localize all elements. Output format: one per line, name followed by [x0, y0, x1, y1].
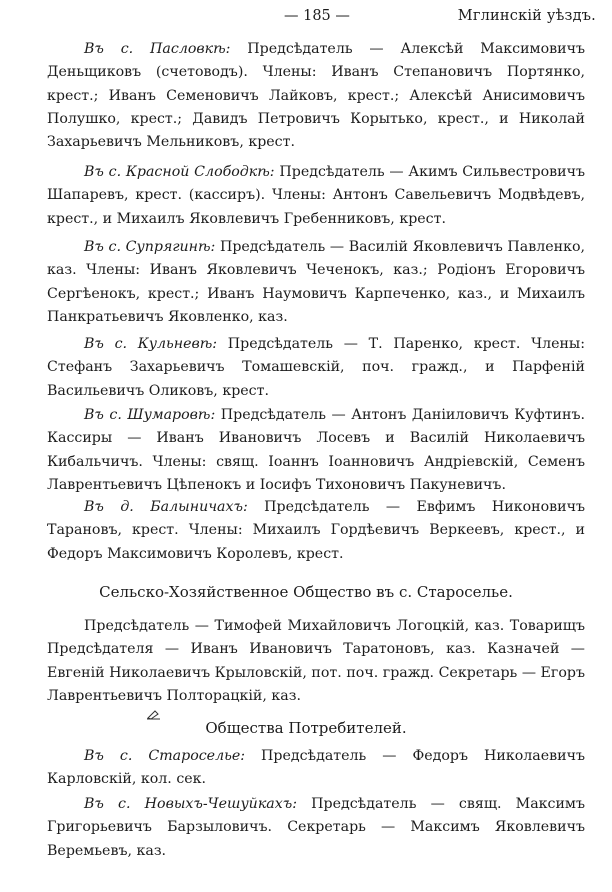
entry-supryagin — [47, 236, 585, 329]
agricultural-society-members: Предсѣдатель — Тимофей Михайловичъ Логоцкій, каз. Товарищъ Предсѣдателя — Иванъ Ивановичъ Таратоновъ, каз. Казначей — Евгеній Николаевичъ Крыловскій, пот. поч. гражд. Секретарь — Егоръ Лаврентьевичъ Полторацкій, каз. — [47, 618, 585, 704]
place-name: Въ с. Шумаровѣ: — [84, 407, 216, 423]
place-name: Въ с. Пасловкѣ: — [84, 41, 231, 57]
entry-krasnaya-slobodka — [47, 161, 585, 231]
entry-shumarov — [47, 404, 585, 497]
entry-text: Предсѣдатель — Алексѣй Максимовичъ Деньщиковъ (счетоводъ). Члены: Иванъ Степановичъ Портянко, крест.; Иванъ Семеновичъ Лайковъ, крест.; Алексѣй Анисимовичъ Полушко, крест.; Давидъ Петровичъ Корытько, крест., и Николай Захарьевичъ Мельниковъ, крест. — [47, 41, 585, 151]
entry-text: Предсѣдатель — Т. Паренко, крест. Члены: Стефанъ Захарьевичъ Томашевскій, поч. гражд., и Парфеній Васильевичъ Оликовъ, крест. — [47, 336, 586, 399]
entry-kulnev — [47, 333, 585, 403]
section-heading-consumer-societies: Общества Потребителей. — [205, 719, 407, 737]
place-name: Въ с. Супрягинѣ: — [84, 239, 216, 255]
page-header — [0, 4, 612, 28]
place-name: Въ с. Красной Слободкѣ: — [84, 164, 275, 180]
entry-text: Предсѣдатель — Евфимъ Никоновичъ Тарановъ, крест. Члены: Михаилъ Гордѣевичъ Веркеевъ, крест., и Федоръ Максимовичъ Королевъ, крест. — [47, 499, 585, 562]
place-name: Въ д. Балыничахъ: — [84, 499, 248, 515]
page-number: — 185 — — [284, 8, 350, 24]
entry-text: Предсѣдатель — Акимъ Сильвестровичъ Шапаревъ, крест. (кассиръ). Члены: Антонъ Савельевичъ Модвѣдевъ, крест., и Михаилъ Яковлевичъ Гребенниковъ, крест. — [47, 164, 585, 227]
entry-text: Предсѣдатель — Антонъ Даніиловичъ Куфтинъ. Кассиры — Иванъ Ивановичъ Лосевъ и Василій Николаевичъ Кибальчичъ. Члены: свящ. Іоаннъ Іоанновичъ Андріевскій, Семенъ Лаврентьевичъ Цѣпенокъ и Іосифъ Тихоновичъ Пакуневичъ. — [47, 407, 585, 493]
consumer-entry-staroselye — [47, 745, 585, 792]
place-name: Въ с. Кульневѣ: — [84, 336, 218, 352]
place-name: Въ с. Староселье: — [84, 748, 246, 764]
section-heading-agricultural-society: Сельско-Хозяйственное Общество въ с. Староселье. — [99, 583, 513, 601]
place-name: Въ с. Новыхъ-Чешуйкахъ: — [84, 796, 297, 812]
running-title: Мглинскій уѣздъ. — [457, 8, 596, 24]
consumer-entry-novye-cheshuiki — [47, 793, 585, 863]
entry-balynichi — [47, 496, 585, 566]
entry-text: Предсѣдатель — Федоръ Николаевичъ Карловскій, кол. сек. — [47, 748, 585, 788]
entry-text: Предсѣдатель — свящ. Максимъ Григорьевичъ Барзыловичъ. Секретарь — Максимъ Яковлевичъ Веремьевъ, каз. — [47, 796, 585, 859]
entry-text: Предсѣдатель — Василій Яковлевичъ Павленко, каз. Члены: Иванъ Яковлевичъ Чеченокъ, каз.; Родіонъ Егоровичъ Сергѣенокъ, крест.; Иванъ Наумовичъ Карпеченко, каз., и Михаилъ Панкратьевичъ Яковленко, каз. — [47, 239, 585, 325]
entry-paslovka — [47, 38, 585, 154]
